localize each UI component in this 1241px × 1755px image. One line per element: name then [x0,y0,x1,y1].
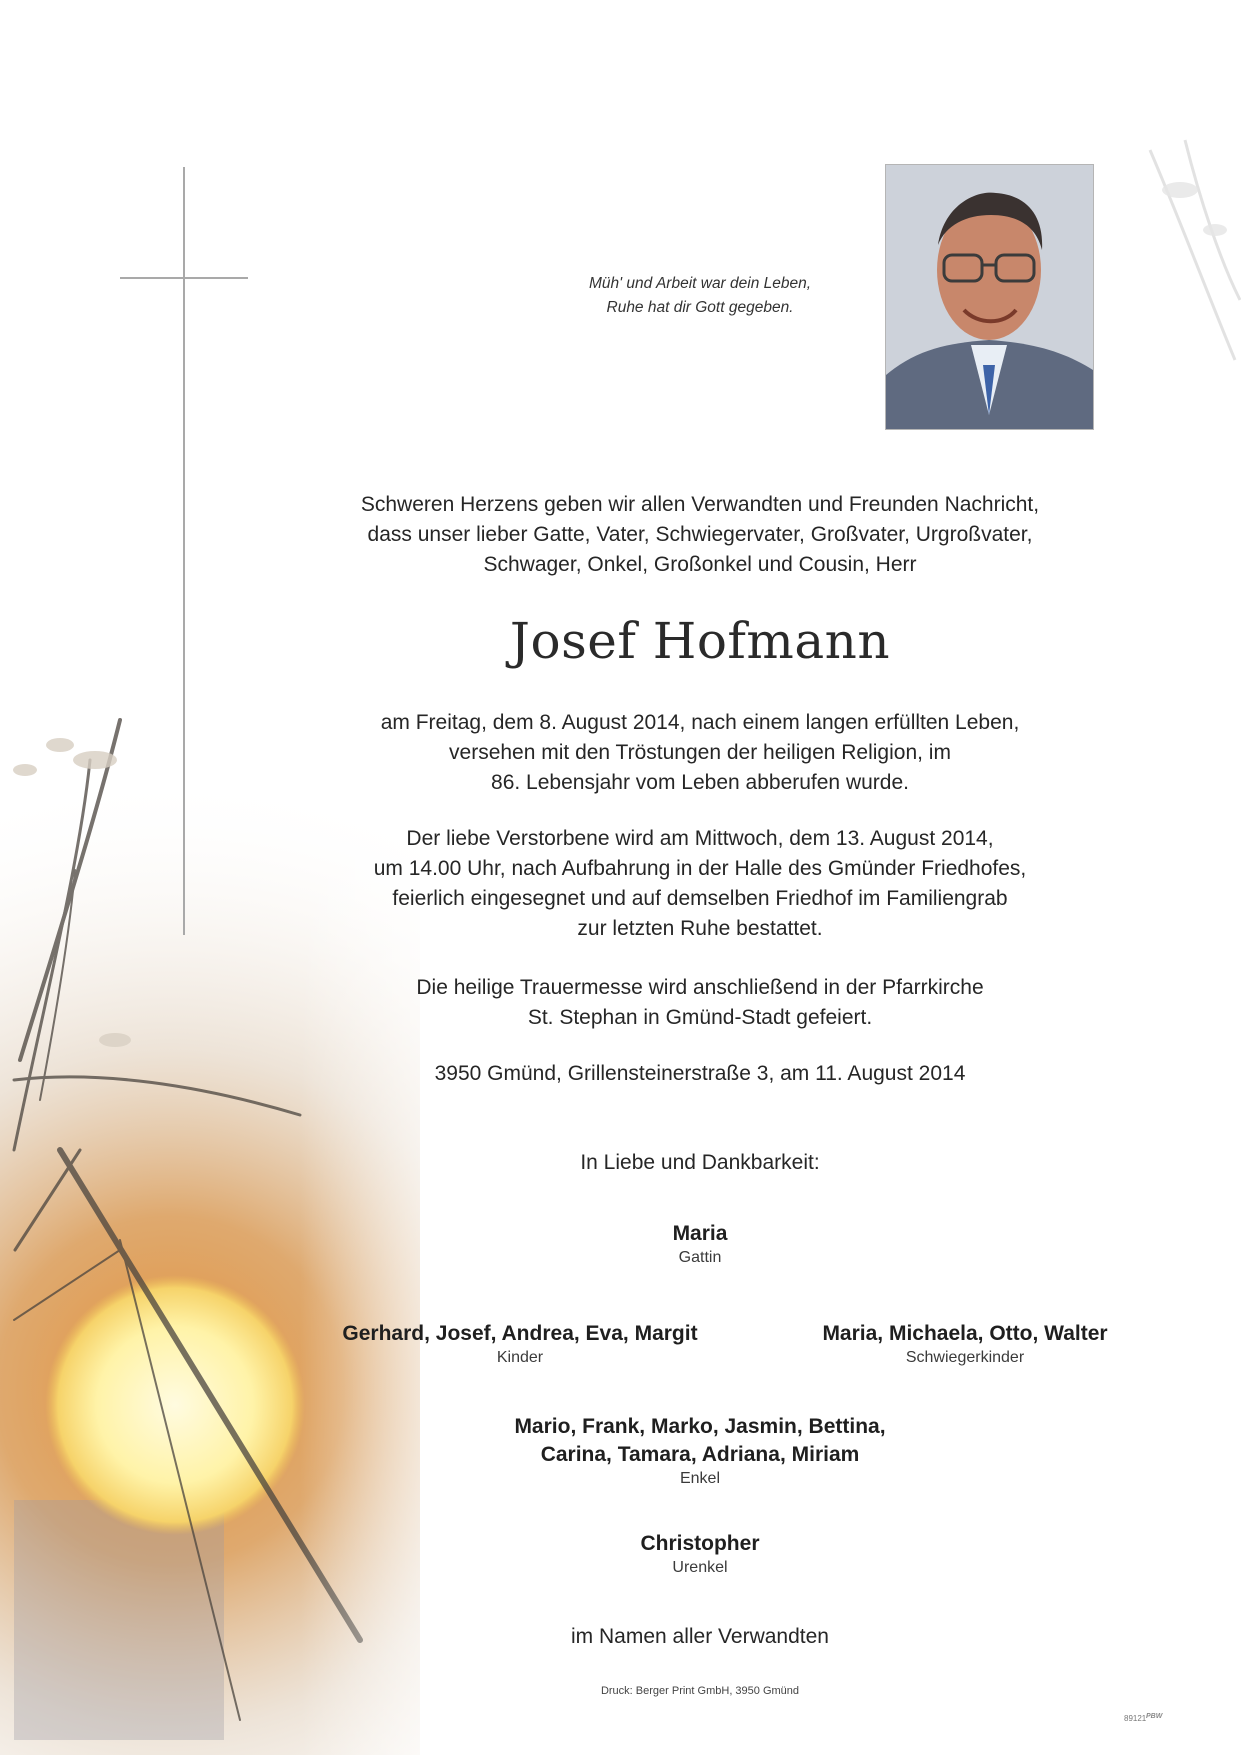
mourner-grandchildren [450,1413,950,1489]
mourner-name: Gerhard, Josef, Andrea, Eva, Margit [342,1322,698,1345]
intro-line: Schweren Herzens geben wir allen Verwandten und Freunden Nachricht, [360,493,1040,516]
intro-line: dass unser lieber Gatte, Vater, Schwiegervater, Großvater, Urgroßvater, [367,523,1033,546]
intro-line: Schwager, Onkel, Großonkel und Cousin, Herr [483,553,917,576]
place-date: 3950 Gmünd, Grillensteinerstraße 3, am 11. August 2014 [434,1062,966,1085]
deceased-name: Josef Hofmann [509,612,891,670]
mourner-name: Maria, Michaela, Otto, Walter [822,1322,1108,1345]
mourner-role: Gattin [678,1249,722,1266]
printer-credit: Druck: Berger Print GmbH, 3950 Gmünd [600,1685,800,1697]
mass-paragraph [250,973,1150,1033]
death-notice-paragraph [250,708,1150,798]
funeral-line: feierlich eingesegnet und auf demselben Friedhof im Familiengrab [392,887,1008,910]
motto-line: Müh' und Arbeit war dein Leben, [588,275,812,292]
funeral-line: Der liebe Verstorbene wird am Mittwoch, dem 13. August 2014, [406,827,994,850]
mourner-role: Kinder [496,1349,544,1366]
death-notice-line: am Freitag, dem 8. August 2014, nach einem langen erfüllten Leben, [380,711,1020,734]
mourner-role: Schwiegerkinder [905,1349,1025,1366]
mass-line: Die heilige Trauermesse wird anschließend in der Pfarrkirche [416,976,984,999]
mourner-role: Urenkel [672,1559,728,1576]
funeral-paragraph [250,824,1150,944]
funeral-line: um 14.00 Uhr, nach Aufbahrung in der Halle des Gmünder Friedhofes, [373,857,1027,880]
mourner-wife [500,1220,900,1268]
death-notice-line: versehen mit den Tröstungen der heiligen Religion, im [449,741,951,764]
funeral-line: zur letzten Ruhe bestattet. [577,917,823,940]
mourner-children [295,1320,745,1368]
mourner-great-grandchildren [500,1530,900,1578]
closing-line: im Namen aller Verwandten [571,1625,829,1648]
printer-logo: PBW [1146,1713,1163,1720]
motto-line: Ruhe hat dir Gott gegeben. [606,299,794,316]
mourner-name: Christopher [640,1532,760,1555]
death-notice-line: 86. Lebensjahr vom Leben abberufen wurde. [491,771,909,794]
portrait-image [886,165,1093,429]
document-code: 89121 [1124,1714,1147,1723]
mourner-name: Carina, Tamara, Adriana, Miriam [540,1443,860,1466]
mass-line: St. Stephan in Gmünd-Stadt gefeiert. [527,1006,873,1029]
thanks-line: In Liebe und Dankbarkeit: [580,1151,820,1174]
portrait-photo [886,165,1093,429]
mourner-role: Enkel [679,1470,721,1487]
motto [470,272,930,320]
mourner-in-laws [740,1320,1190,1368]
intro-paragraph [250,490,1150,580]
mourner-name: Mario, Frank, Marko, Jasmin, Bettina, [514,1415,886,1438]
mourner-name: Maria [672,1222,728,1245]
